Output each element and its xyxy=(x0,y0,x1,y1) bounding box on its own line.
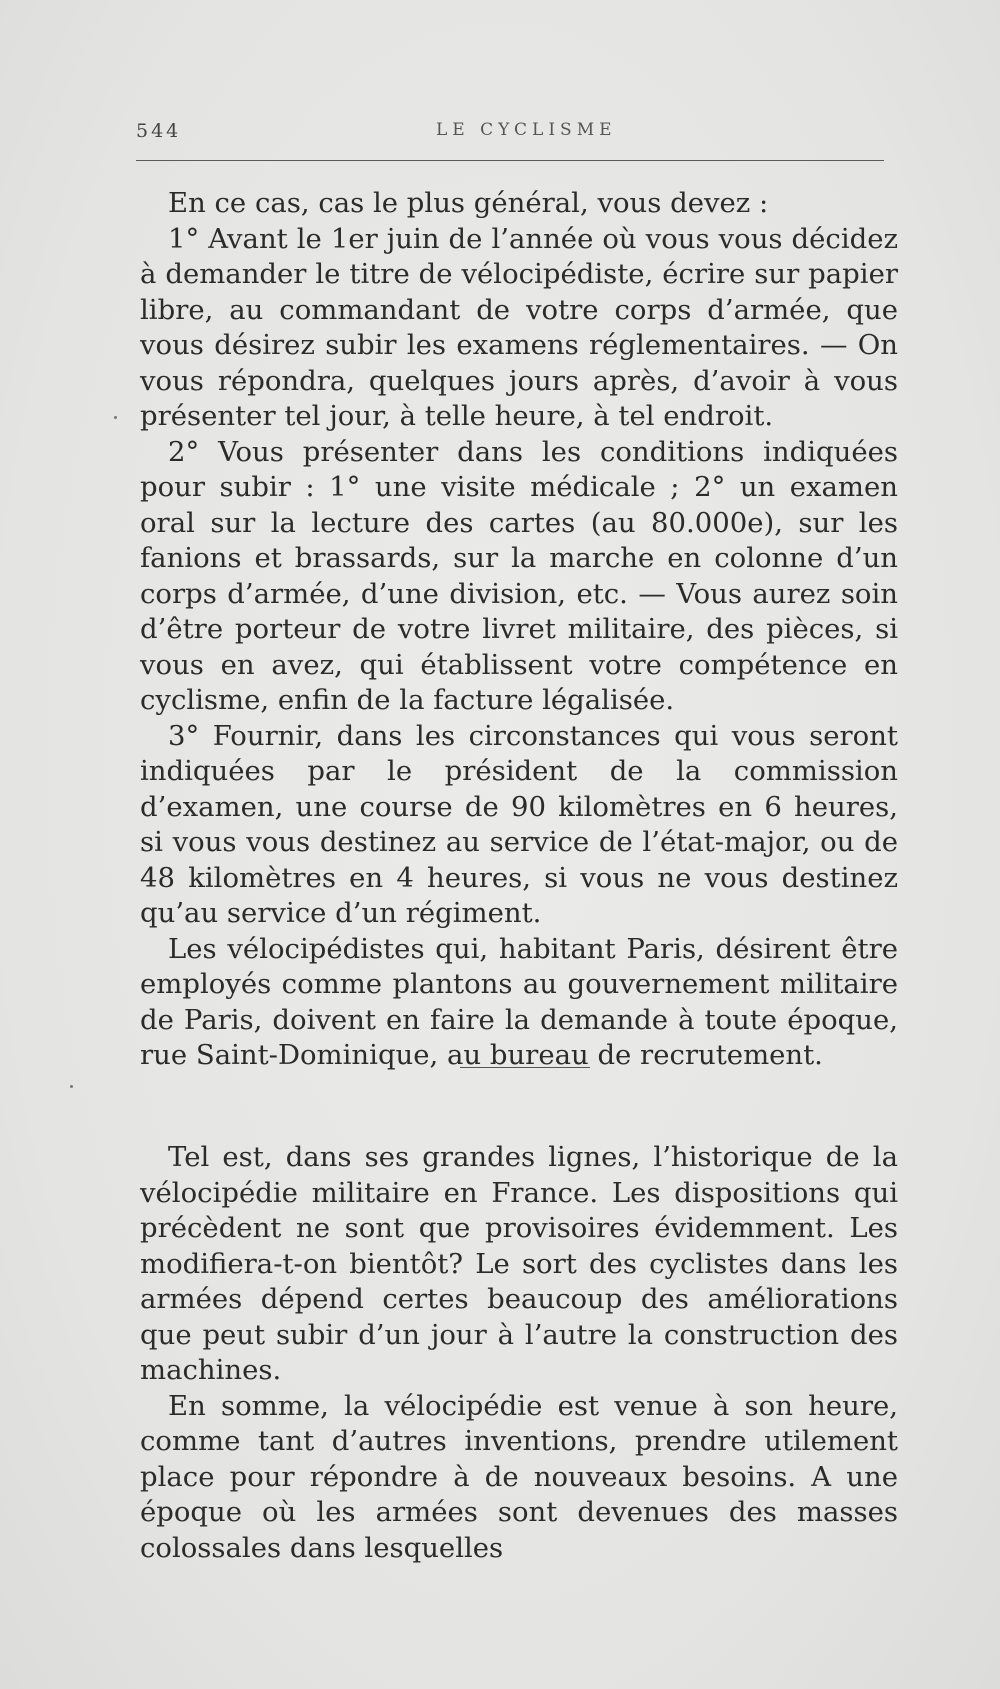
section-separator xyxy=(460,1067,590,1068)
running-head xyxy=(136,120,884,154)
main-text xyxy=(140,186,898,1074)
paragraph-conclusion-1: Tel est, dans ses grandes lignes, l’historique de la vélocipédie militaire en France. Les dispositions qui précèdent ne sont que provisoires évidemment. Les modifiera-t-on bientôt? Le sort des cyclistes dans les armées dépend certes beaucoup des améliorations que peut subir d’un jour à l’autre la construction des machines. xyxy=(140,1141,898,1386)
paper-speck xyxy=(114,416,117,419)
page-number: 544 xyxy=(136,120,182,142)
paragraph-step-1: 1° Avant le 1er juin de l’année où vous vous décidez à demander le titre de vélocipédiste, écrire sur papier libre, au commandant de votre corps d’armée, que vous désirez subir les examens réglementaires. — On vous répondra, quelques jours après, d’avoir à vous présenter tel jour, à telle heure, à tel endroit. xyxy=(140,222,898,432)
paper-speck xyxy=(70,1085,73,1088)
paragraph-step-3: 3° Fournir, dans les circonstances qui vous seront indiquées par le président de la commission d’examen, une course de 90 kilomètres en 6 heures, si vous vous destinez au service de l’état-major, ou de 48 kilomètres en 4 heures, si vous ne vous destinez qu’au service d’un régiment. xyxy=(140,719,898,929)
conclusion-text xyxy=(140,1140,898,1566)
paragraph-step-2: 2° Vous présenter dans les conditions indiquées pour subir : 1° une visite médicale ; 2° un examen oral sur la lecture des cartes (au 80.000e), sur les fanions et brassards, sur la marche en colonne d’un corps d’armée, d’une division, etc. — Vous aurez soin d’être porteur de votre livret militaire, des pièces, si vous en avez, qui établissent votre compétence en cyclisme, enfin de la facture légalisée. xyxy=(140,435,898,716)
paragraph-paris: Les vélocipédistes qui, habitant Paris, désirent être employés comme plantons au gouvernement militaire de Paris, doivent en faire la demande à toute époque, rue Saint-Dominique, au bureau de recrutement. xyxy=(140,932,898,1071)
paragraph-conclusion-2: En somme, la vélocipédie est venue à son heure, comme tant d’autres inventions, prendre utilement place pour répondre à de nouveaux besoins. A une époque où les armées sont devenues des masses colossales dans lesquelles xyxy=(140,1389,898,1564)
running-title: LE CYCLISME xyxy=(436,120,617,140)
header-rule xyxy=(136,160,884,161)
paragraph-intro: En ce cas, cas le plus général, vous devez : xyxy=(168,187,769,219)
